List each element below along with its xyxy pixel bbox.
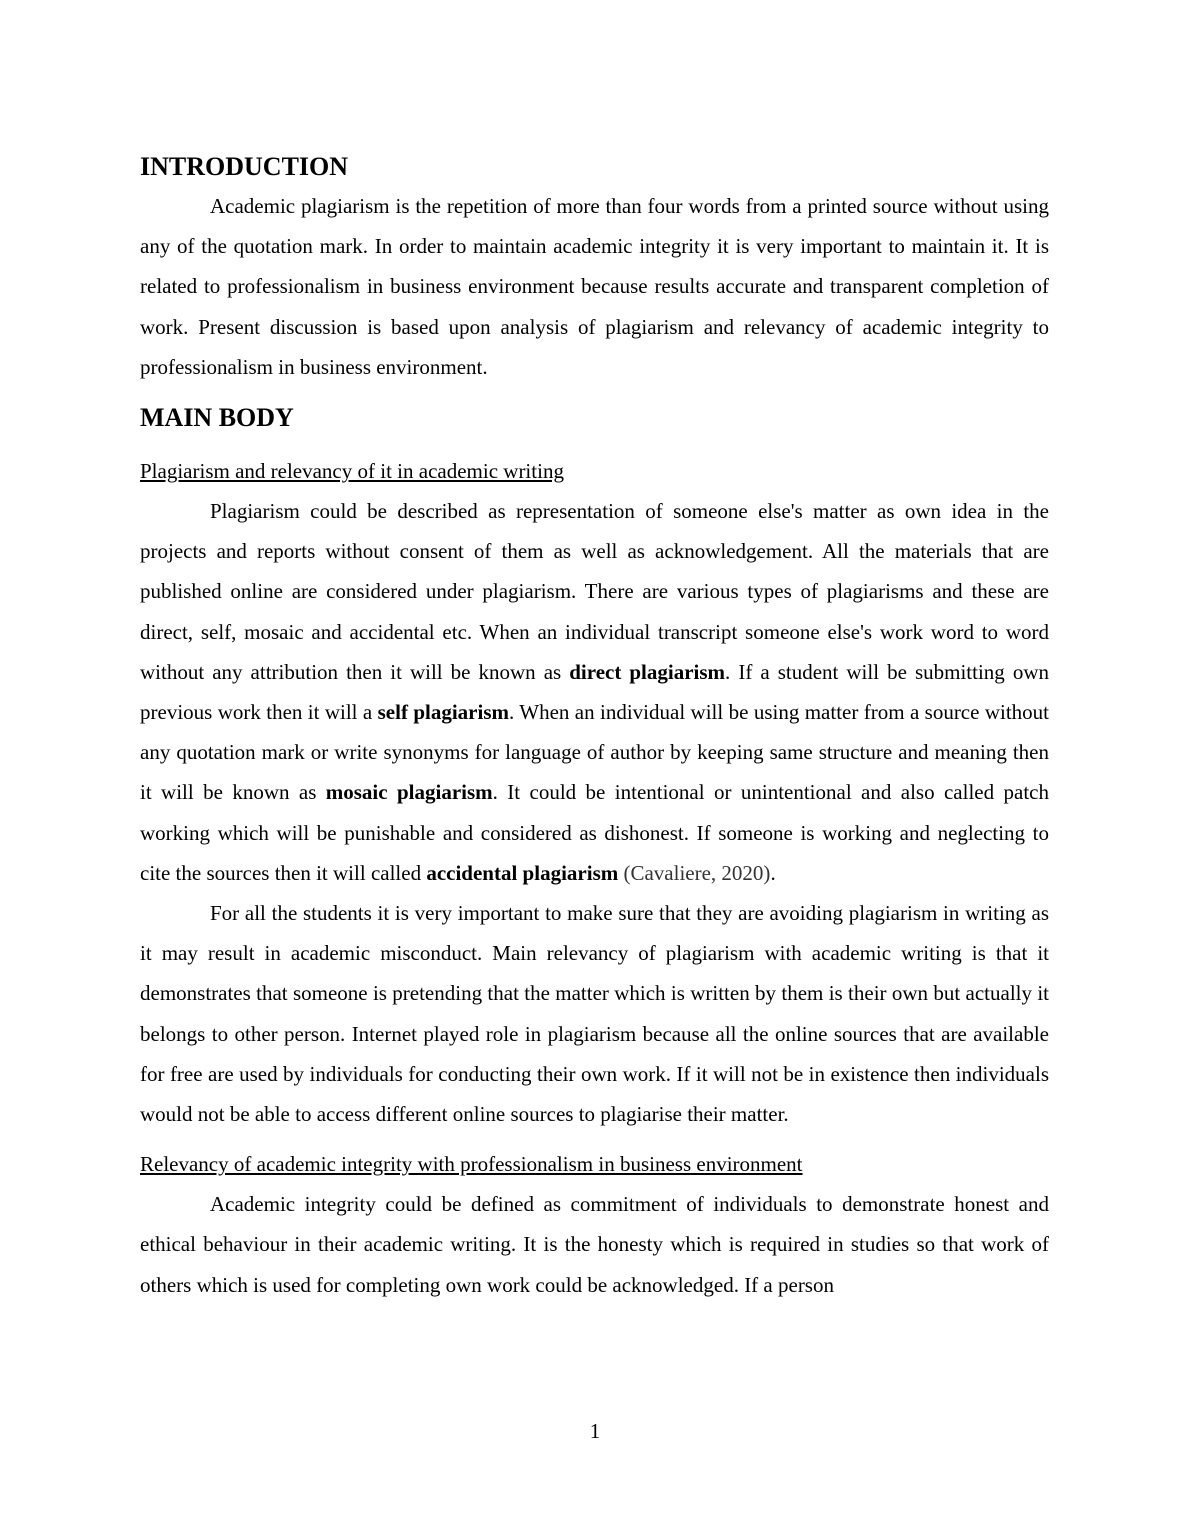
introduction-heading: INTRODUCTION [140, 152, 349, 181]
term-accidental-plagiarism: accidental plagiarism [426, 860, 619, 885]
text-run: . It could be intentional or unintentional and also called patch working which will be punishable and considered as dishonest. If someone is working and neglecting to cite the sources then it will called [140, 780, 1049, 885]
document-page [140, 150, 1049, 1305]
section-integrity-title: Relevancy of academic integrity with professionalism in business environment [140, 1152, 803, 1177]
integrity-paragraph: Academic integrity could be defined as commitment of individuals to demonstrate honest and ethical behaviour in their academic writing. It is the honesty which is required in studies so that work of others which is used for completing own work could be acknowledged. If a person [140, 1192, 1049, 1297]
citation: (Cavaliere, 2020) [623, 860, 771, 885]
section-plagiarism-title: Plagiarism and relevancy of it in academic writing [140, 459, 564, 484]
introduction-paragraph: Academic plagiarism is the repetition of more than four words from a printed source without using any of the quotation mark. In order to maintain academic integrity it is very important to maintain it. It is related to professionalism in business environment because results accurate and transparent completion of work. Present discussion is based upon analysis of plagiarism and relevancy of academic integrity to professionalism in business environment. [140, 194, 1049, 379]
term-mosaic-plagiarism: mosaic plagiarism [325, 780, 493, 805]
plagiarism-types-paragraph [140, 491, 1049, 893]
text-run: . If a student will be submitting own previous work then it will a [140, 659, 1049, 725]
plagiarism-relevancy-paragraph: For all the students it is very important to make sure that they are avoiding plagiarism in writing as it may result in academic misconduct. Main relevancy of plagiarism with academic writing is that it demonstrates that someone is pretending that the matter which is written by them is their own but actually it belongs to other person. Internet played role in plagiarism because all the online sources that are available for free are used by individuals for conducting their own work. If it will not be in existence then individuals would not be able to access different online sources to plagiarise their matter. [140, 901, 1049, 1127]
text-run: . When an individual will be using matter from a source without any quotation mark or write synonyms for language of author by keeping same structure and meaning then it will be known as [140, 700, 1050, 805]
main-body-heading: MAIN BODY [140, 403, 294, 433]
text-run: . [770, 860, 776, 885]
page-number: 1 [589, 1419, 601, 1443]
term-direct-plagiarism: direct plagiarism [569, 659, 726, 684]
text-run: Plagiarism could be described as representation of someone else's matter as own idea in the projects and reports without consent of them as well as acknowledgement. All the materials that are published online are considered under plagiarism. There are various types of plagiarisms and these are direct, self, mosaic and accidental etc. When an individual transcript someone else's work word to word without any attribution then it will be known as [140, 499, 1049, 684]
term-self-plagiarism: self plagiarism [377, 700, 510, 725]
